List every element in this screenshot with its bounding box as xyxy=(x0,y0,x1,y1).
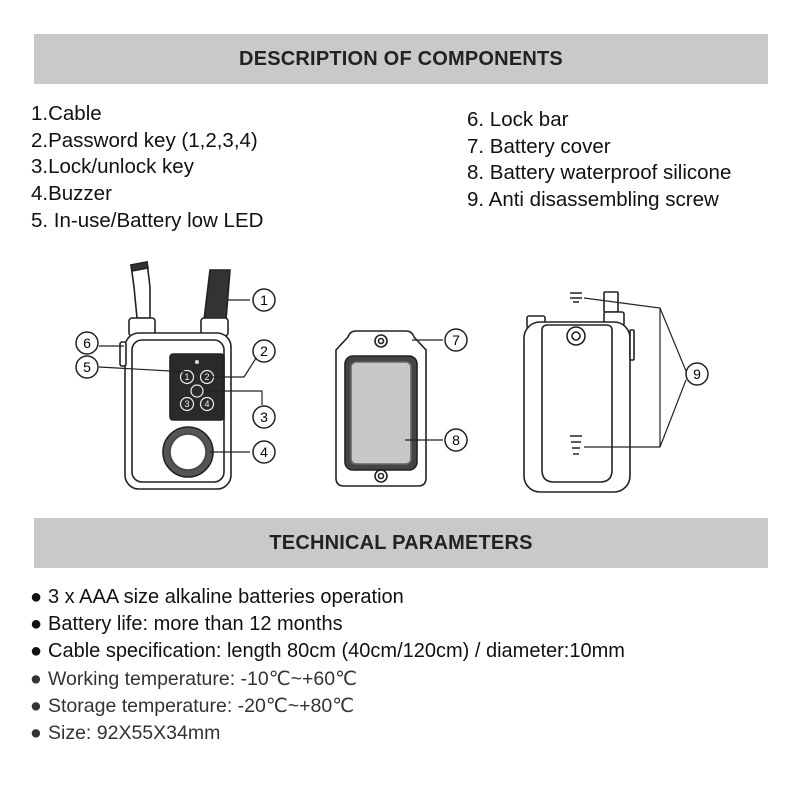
svg-text:3: 3 xyxy=(260,409,268,425)
svg-text:7: 7 xyxy=(452,332,460,348)
callout-2 xyxy=(253,340,275,362)
param-size: ● Size: 92X55X34mm xyxy=(30,720,625,747)
component-item-cable: 1.Cable xyxy=(31,102,102,125)
component-item-led: 5. In-use/Battery low LED xyxy=(31,208,264,232)
rear-side-button xyxy=(630,330,634,360)
component-item-buzzer: 4.Buzzer xyxy=(31,182,112,206)
callout-6 xyxy=(76,332,98,354)
component-item-screw: 9. Anti disassembling screw xyxy=(467,188,719,212)
component-item-silicone: 8. Battery waterproof silicone xyxy=(467,161,732,185)
key-2-label: 2 xyxy=(204,372,210,382)
svg-text:2: 2 xyxy=(260,343,268,359)
rear-body xyxy=(524,322,630,492)
key-3-label: 3 xyxy=(184,399,190,409)
silicone-inner xyxy=(351,362,411,464)
param-cable: ● Cable specification: length 80cm (40cm/120cm) / diameter:10mm xyxy=(30,638,625,665)
callout-5 xyxy=(76,356,98,378)
bullet-icon: ● xyxy=(30,722,42,745)
svg-text:4: 4 xyxy=(260,444,268,460)
bullet-icon: ● xyxy=(30,640,43,663)
components-list-right xyxy=(467,107,731,214)
key-1-label: 1 xyxy=(184,372,190,382)
component-item-lock-unlock-key: 3.Lock/unlock key xyxy=(31,155,194,179)
parameters-heading: TECHNICAL PARAMETERS xyxy=(269,531,533,554)
svg-text:6: 6 xyxy=(83,335,91,351)
svg-text:9: 9 xyxy=(693,366,701,382)
callout-1 xyxy=(253,289,275,311)
cable-right xyxy=(204,270,230,320)
parameters-list xyxy=(30,584,625,747)
bullet-icon: ● xyxy=(30,613,43,636)
callout-8 xyxy=(445,429,467,451)
component-item-battery-cover: 7. Battery cover xyxy=(467,134,611,158)
bullet-icon: ● xyxy=(30,694,42,717)
param-batteries: ● 3 x AAA size alkaline batteries operation xyxy=(30,584,625,611)
bullet-icon: ● xyxy=(30,667,42,690)
cover-view xyxy=(336,331,426,486)
lock-diagram xyxy=(0,250,800,510)
components-list-left xyxy=(31,101,263,235)
callout-9 xyxy=(686,363,708,385)
key-4-label: 4 xyxy=(204,399,210,409)
callout-7 xyxy=(445,329,467,351)
callout-3 xyxy=(253,406,275,428)
parameters-banner xyxy=(34,518,768,568)
svg-text:8: 8 xyxy=(452,432,460,448)
component-item-password-key: 2.Password key (1,2,3,4) xyxy=(31,128,258,152)
components-banner xyxy=(34,34,768,84)
param-battery-life: ● Battery life: more than 12 months xyxy=(30,611,625,638)
param-storage-temp: ● Storage temperature: -20℃~+80℃ xyxy=(30,693,625,720)
front-view xyxy=(120,262,231,489)
screw-icon-top xyxy=(570,293,582,302)
param-working-temp: ● Working temperature: -10℃~+60℃ xyxy=(30,666,625,693)
components-heading: DESCRIPTION OF COMPONENTS xyxy=(239,47,563,70)
rear-screw-socket xyxy=(567,327,585,345)
svg-text:1: 1 xyxy=(260,292,268,308)
svg-text:5: 5 xyxy=(83,359,91,375)
rear-view xyxy=(524,292,634,492)
component-item-lock-bar: 6. Lock bar xyxy=(467,108,569,131)
callout-4 xyxy=(253,441,275,463)
led-icon xyxy=(195,360,199,364)
bullet-icon: ● xyxy=(30,586,43,608)
buzzer-inner xyxy=(170,434,206,470)
